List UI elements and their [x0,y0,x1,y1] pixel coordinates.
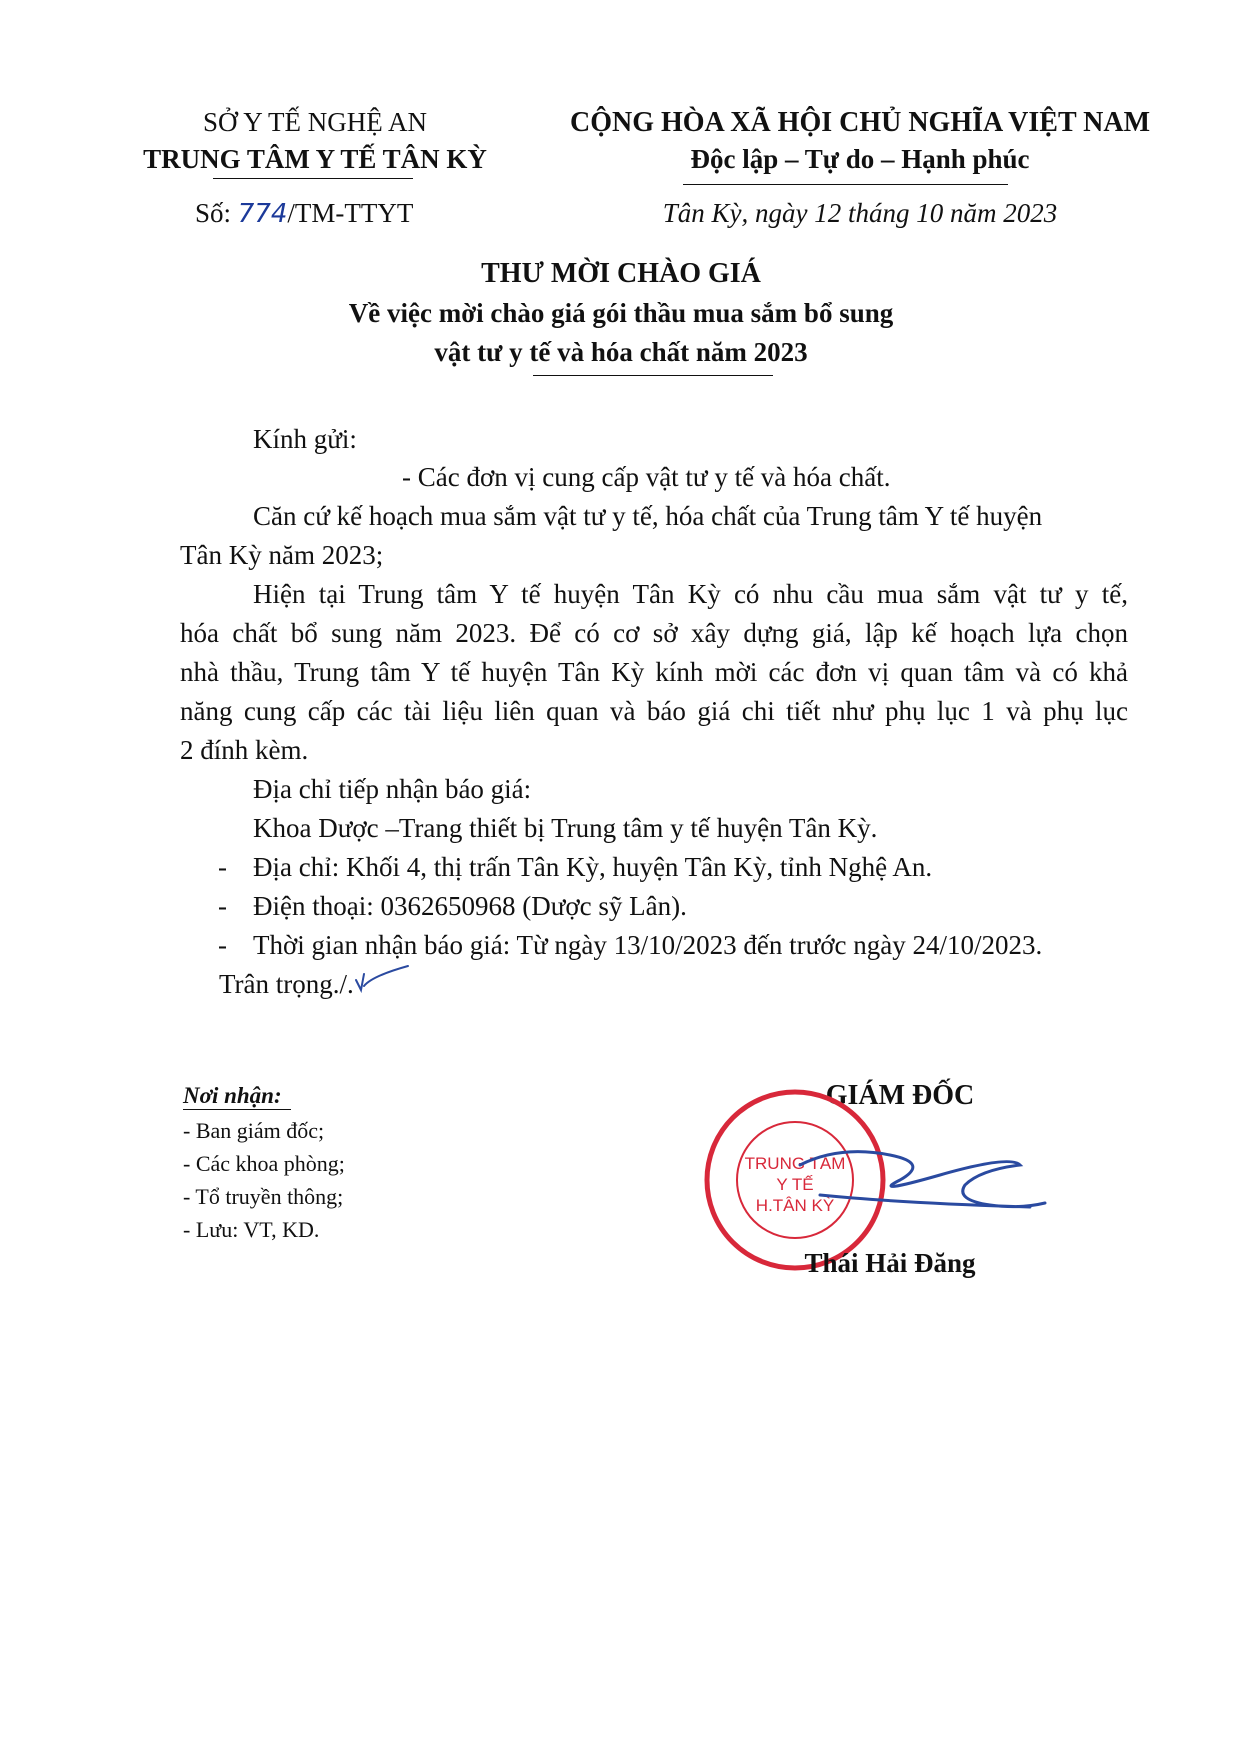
seal-text-line-1: TRUNG TÂM [744,1154,846,1173]
document-number [195,198,413,229]
bullet-time: Thời gian nhận báo giá: Từ ngày 13/10/2023 đến trước ngày 24/10/2023. [253,930,1043,960]
bullet-marker: - [218,852,227,882]
agency-underline [213,178,413,179]
distribution-item: - Các khoa phòng; [183,1151,345,1176]
seal-text-line-2: Y TẾ [776,1175,814,1194]
department-line: Khoa Dược –Trang thiết bị Trung tâm y tế huyện Tân Kỳ. [253,813,878,843]
distribution-underline [183,1109,291,1110]
closing: Trân trọng./. [219,969,354,999]
document-number-handwritten: 774 [237,199,288,229]
document-subject-line-1: Về việc mời chào giá gói thầu mua sắm bổ sung [348,298,894,328]
basis-line-1: Căn cứ kế hoạch mua sắm vật tư y tế, hóa chất của Trung tâm Y tế huyện [253,501,1043,531]
bullet-marker: - [218,930,227,960]
salutation: Kính gửi: [253,424,357,454]
place-date: Tân Kỳ, ngày 12 tháng 10 năm 2023 [662,198,1058,228]
document-number-prefix: Số: [195,198,238,228]
motto-underline [683,184,1008,185]
document-number-suffix: /TM-TTYT [287,198,414,228]
distribution-heading: Nơi nhận: [183,1083,282,1108]
national-motto: Độc lập – Tự do – Hạnh phúc [690,144,1030,174]
signer-title: GIÁM ĐỐC [825,1080,975,1111]
request-paragraph [180,575,1128,770]
bullet-address: Địa chỉ: Khối 4, thị trấn Tân Kỳ, huyện Tân Kỳ, tỉnh Nghệ An. [253,852,933,882]
request-line: hóa chất bổ sung năm 2023. Để có cơ sở xây dựng giá, lập kế hoạch lựa chọn [180,618,1128,648]
address-heading: Địa chỉ tiếp nhận báo giá: [253,774,532,804]
document-title: THƯ MỜI CHÀO GIÁ [481,258,761,289]
distribution-item: - Tổ truyền thông; [183,1184,344,1209]
distribution-item: - Ban giám đốc; [183,1118,325,1143]
bullet-phone: Điện thoại: 0362650968 (Dược sỹ Lân). [253,891,687,921]
bullet-marker: - [218,891,227,921]
recipient-line: - Các đơn vị cung cấp vật tư y tế và hóa chất. [402,462,891,492]
subject-underline [533,375,773,376]
basis-line-2: Tân Kỳ năm 2023; [180,540,384,570]
request-line: nhà thầu, Trung tâm Y tế huyện Tân Kỳ kính mời các đơn vị quan tâm và có khả [180,657,1128,687]
distribution-item: - Lưu: VT, KD. [183,1217,320,1242]
handwritten-signature-icon [780,1125,1050,1235]
signer-name: Thái Hải Đăng [804,1248,976,1278]
agency-parent: SỞ Y TẾ NGHỆ AN [202,107,427,137]
request-line: năng cung cấp các tài liệu liên quan và báo giá chi tiết như phụ lục 1 và phụ lục [180,696,1128,726]
seal-text-line-3: H.TÂN KỲ [755,1196,835,1215]
agency-name: TRUNG TÂM Y TẾ TÂN KỲ [143,144,487,174]
initial-mark-icon [352,962,412,994]
document-subject-line-2: vật tư y tế và hóa chất năm 2023 [434,337,808,367]
request-line: 2 đính kèm. [180,735,309,765]
country-name: CỘNG HÒA XÃ HỘI CHỦ NGHĨA VIỆT NAM [569,107,1151,138]
request-line: Hiện tại Trung tâm Y tế huyện Tân Kỳ có nhu cầu mua sắm vật tư y tế, [253,579,1128,609]
